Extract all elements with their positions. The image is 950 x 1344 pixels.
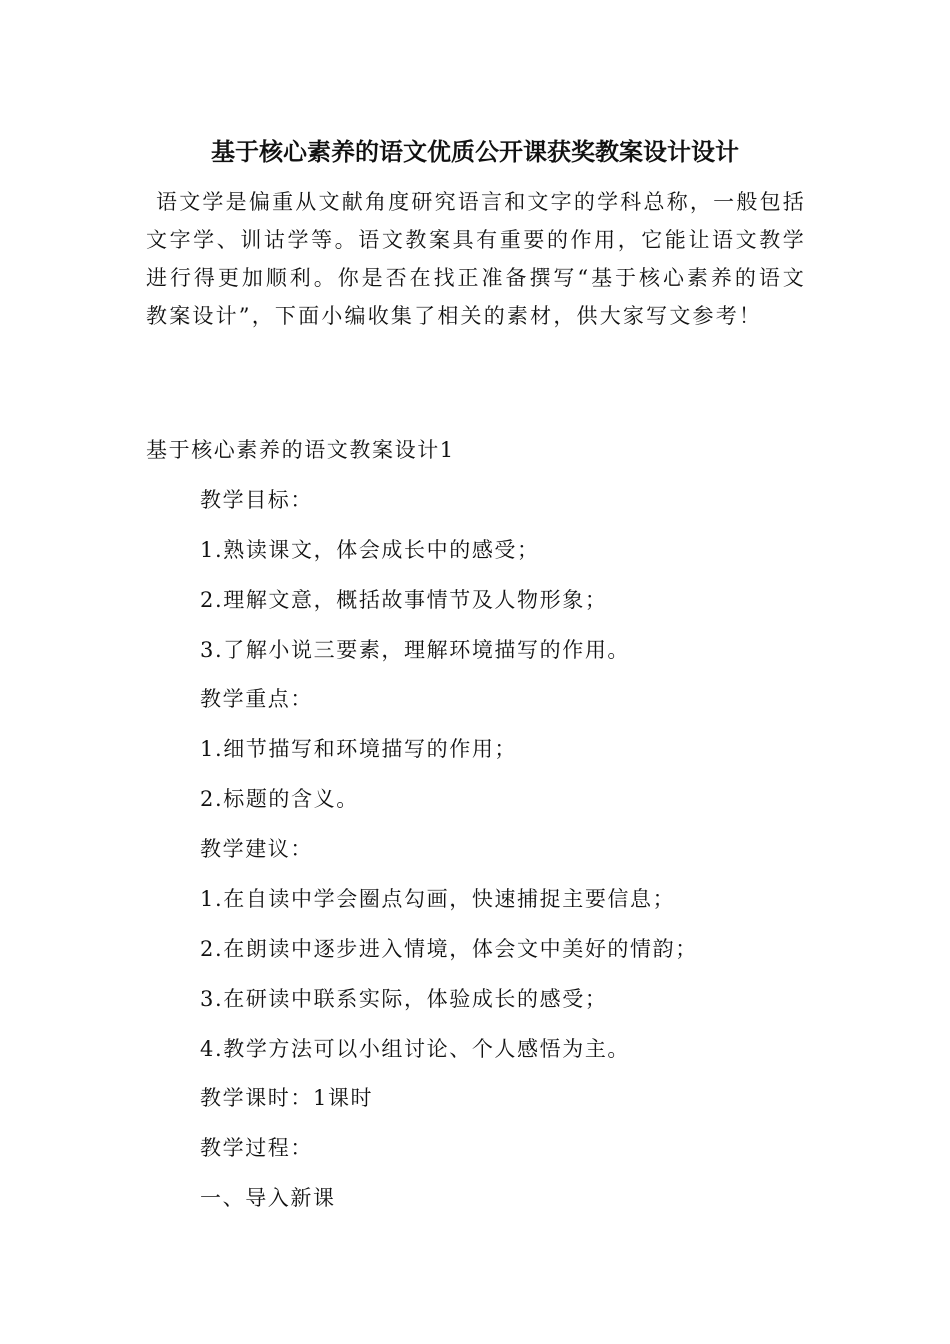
suggestion-item: 1.在自读中学会圈点勾画，快速捕捉主要信息； (200, 887, 676, 911)
objective-item: 2.理解文意，概括故事情节及人物形象； (200, 588, 608, 612)
suggestion-item: 4.教学方法可以小组讨论、个人感悟为主。 (200, 1037, 631, 1061)
objectives-label: 教学目标： (200, 488, 313, 512)
section-heading: 基于核心素养的语文教案设计1 (146, 438, 455, 462)
key-point-item: 1.细节描写和环境描写的作用； (200, 737, 518, 761)
key-points-label: 教学重点： (200, 687, 313, 711)
document-title: 基于核心素养的语文优质公开课获奖教案设计设计 (211, 138, 739, 166)
intro-paragraph: 语文学是偏重从文献角度研究语言和文字的学科总称，一般包括文字学、训诂学等。语文教案具有重要的作用，它能让语文教学进行得更加顺利。你是否在找正准备撰写“基于核心素养的语文教案设计”，下面小编收集了相关的素材，供大家写文参考！ (146, 190, 806, 328)
suggestions-label: 教学建议： (200, 837, 313, 861)
process-step: 一、导入新课 (200, 1186, 336, 1210)
objective-item: 3.了解小说三要素，理解环境描写的作用。 (200, 638, 631, 662)
key-point-item: 2.标题的含义。 (200, 787, 359, 811)
objective-item: 1.熟读课文，体会成长中的感受； (200, 538, 540, 562)
class-hours: 教学课时：1课时 (200, 1086, 374, 1110)
suggestion-item: 2.在朗读中逐步进入情境，体会文中美好的情韵； (200, 937, 698, 961)
suggestion-item: 3.在研读中联系实际，体验成长的感受； (200, 987, 608, 1011)
process-label: 教学过程： (200, 1136, 313, 1160)
